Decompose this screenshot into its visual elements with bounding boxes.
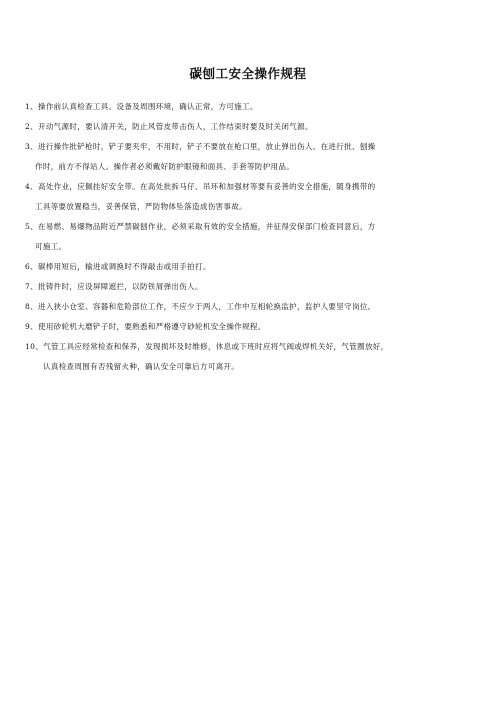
rule-item-2 <box>25 117 477 137</box>
rule-item-7 <box>25 277 477 297</box>
rule-item-4 <box>25 177 477 217</box>
rule-text: 3、进行操作批铲枪时，铲子要夹牢，不用时，铲子不要放在枪口里，放止弹出伤人。在进行批、刨操 <box>25 142 376 151</box>
rule-item-5 <box>25 217 477 257</box>
rule-item-6 <box>25 257 477 277</box>
rule-text: 1、操作前认真检查工具、设备及周围环境，确认正常，方可施工。 <box>25 102 258 111</box>
rule-text: 6、碳棒用短后，输进或调换时不得敲击或用手拍打。 <box>25 262 211 271</box>
rule-text: 8、进入狭小仓室、容器和危险部位工作，不应少于两人，工作中互相轮换监护，监护人要坚守岗位。 <box>25 302 376 311</box>
rule-text: 7、批铸件时，应设屏障遮拦，以防铁屑弹出伤人。 <box>25 282 203 291</box>
page-title: 碳刨工安全操作规程 <box>189 66 307 81</box>
rule-item-9 <box>25 317 477 337</box>
rule-text-continued: 作时，前方不得站人。操作者必须戴好防护眼镜和面具、手套等防护用品。 <box>35 162 295 171</box>
rules-list <box>25 97 477 377</box>
rule-text-continued: 认真检查周围有否残留火种，确认安全可靠后方可离开。 <box>43 362 240 371</box>
rule-text-continued: 工具等要放置稳当，妥善保管，严防物体坠落造成伤害事故。 <box>35 202 247 211</box>
rule-item-3 <box>25 137 477 177</box>
rule-text: 2、开动气源时，要认清开关，防止风管皮带击伤人，工作结束时要及时关闭气源。 <box>25 122 313 131</box>
rule-text-continued: 可施工。 <box>35 242 67 251</box>
rule-item-8 <box>25 297 477 317</box>
rule-text: 5、在易燃、易爆物品附近严禁碳刨作业，必须采取有效的安全措施，并征得安保部门检查同意后，方 <box>25 222 376 231</box>
rule-text: 4、高处作业，应佩挂好安全带。在高处批拆马仔、吊环和加强材等要有妥善的安全措施，随身携带的 <box>25 182 376 191</box>
rule-item-10 <box>25 337 477 377</box>
rule-text: 9、使用砂轮机大磨铲子时，要熟悉和严格遵守砂轮机安全操作规程。 <box>25 322 266 331</box>
rule-item-1 <box>25 97 477 117</box>
rule-text: 10、气管工具应经常检查和保养，发现损坏及时维修，休息或下班时应将气阀或焊机关好，气管圈放好， <box>25 342 389 351</box>
